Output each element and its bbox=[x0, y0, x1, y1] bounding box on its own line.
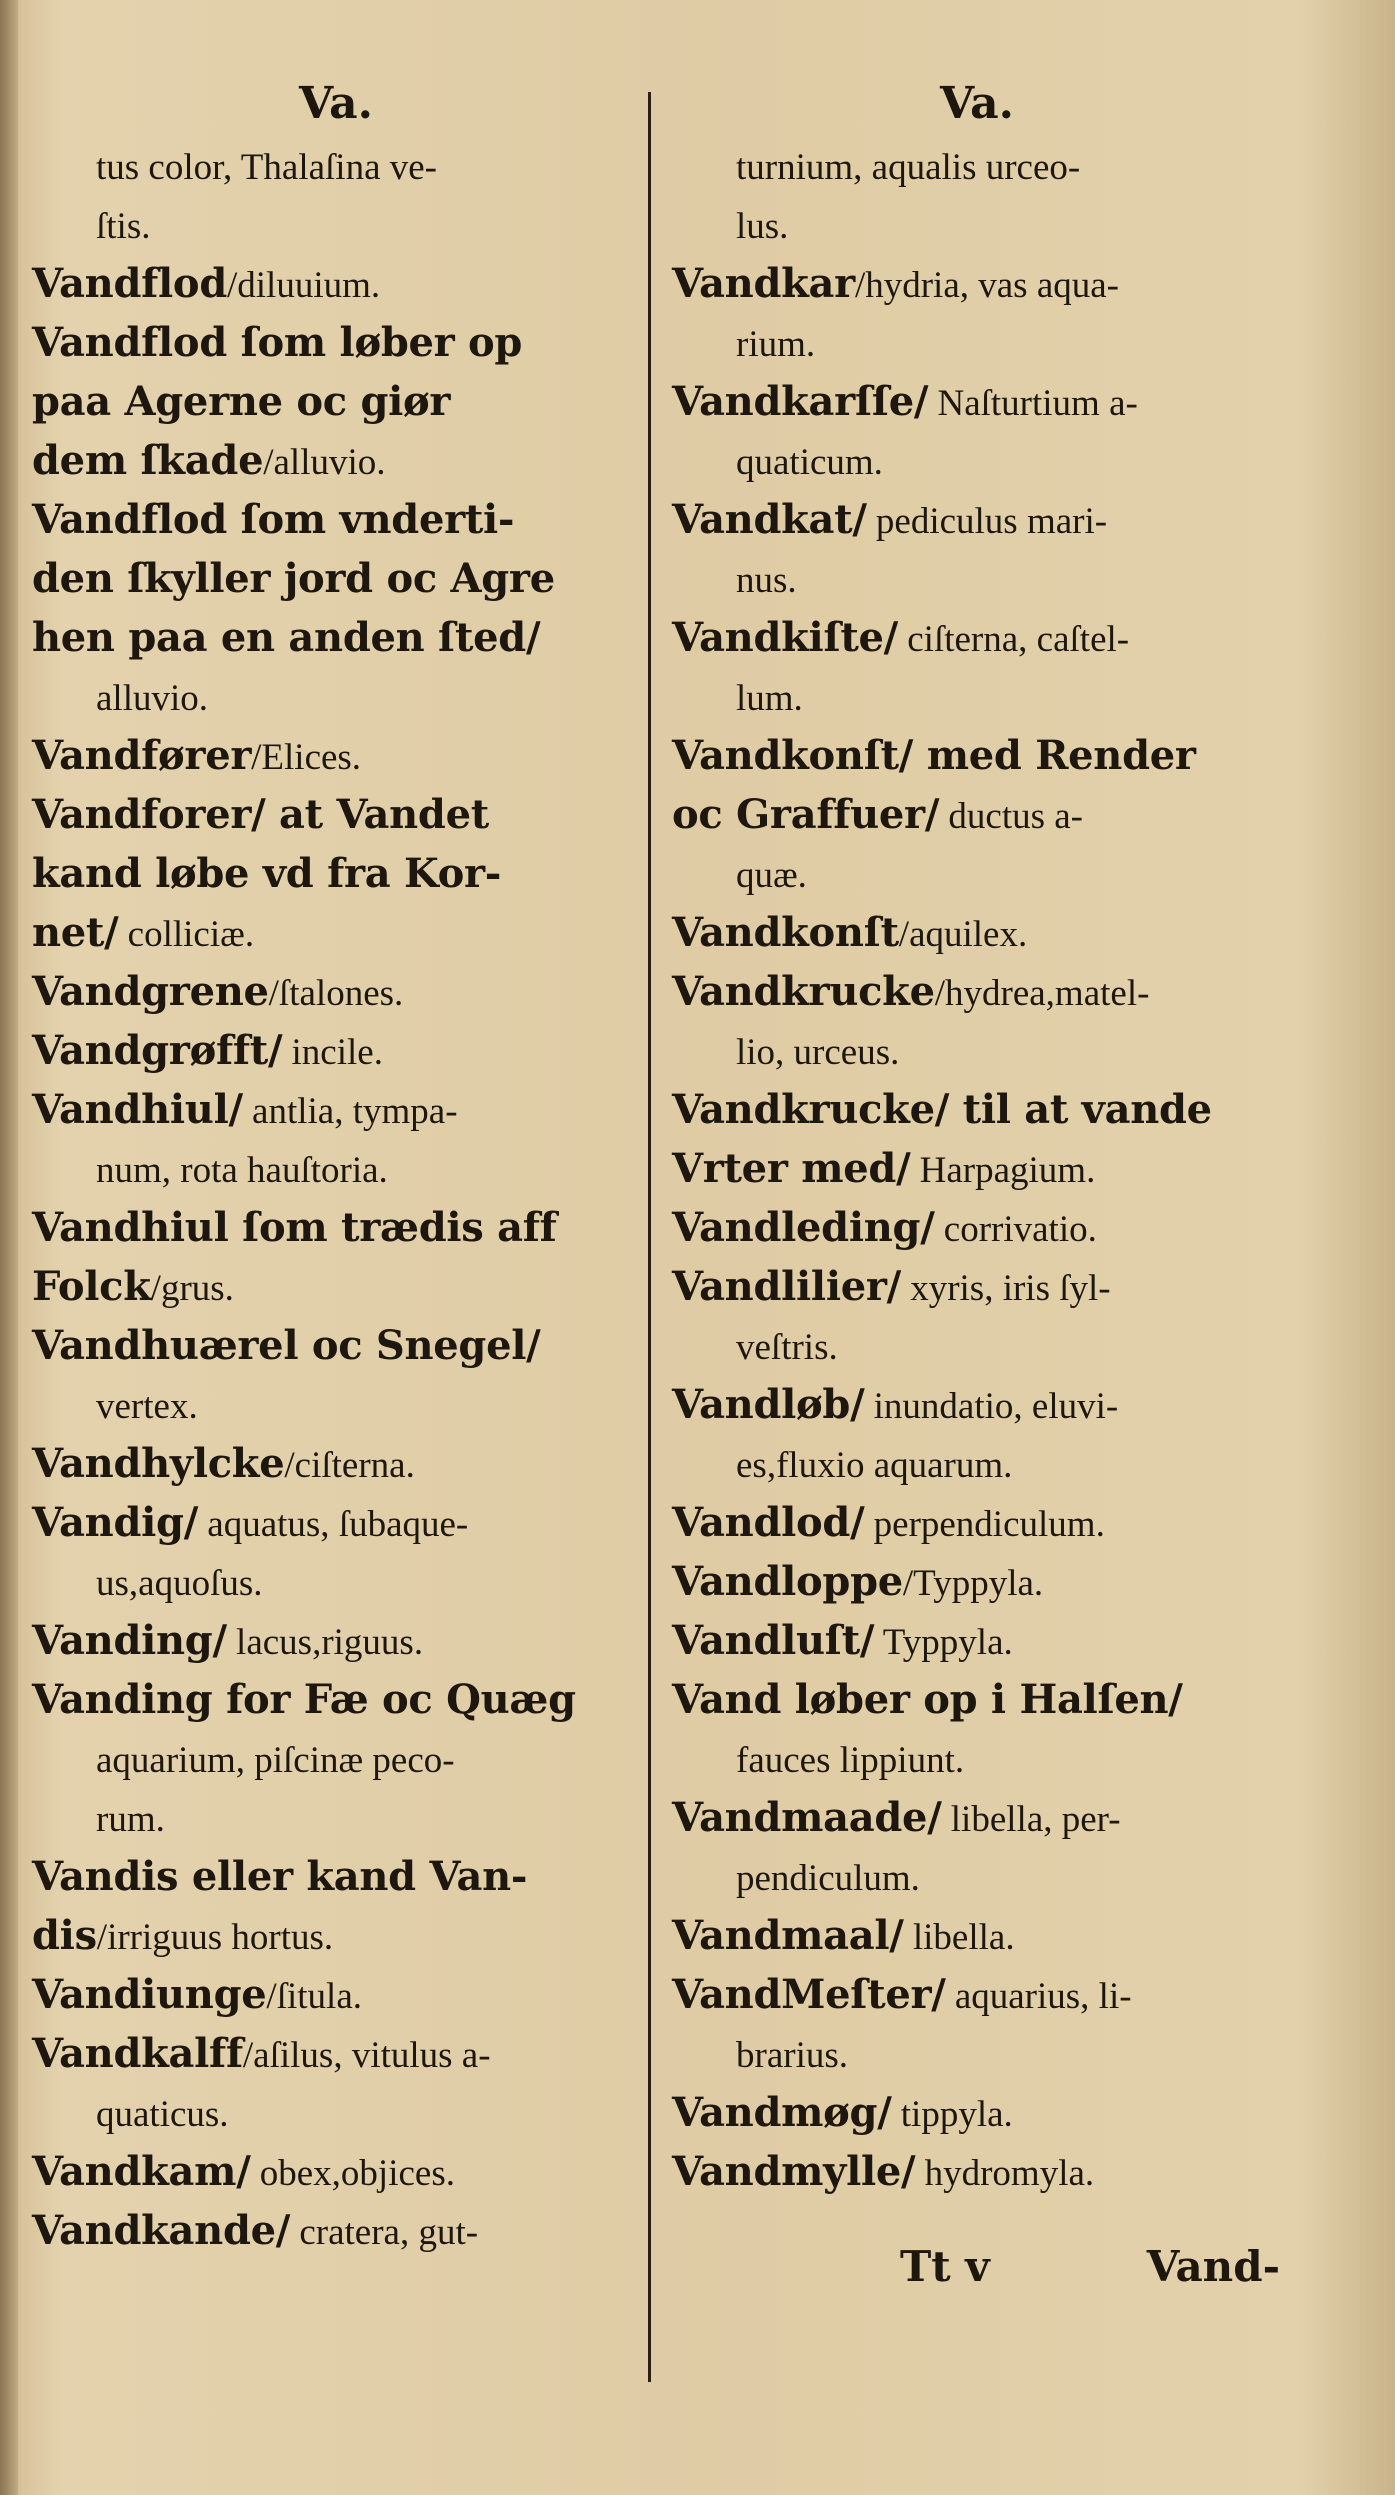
dictionary-line bbox=[32, 904, 640, 963]
entry-headword: Vandleding/ bbox=[672, 1204, 935, 1251]
entry-gloss: /hydria, vas aqua- bbox=[854, 265, 1119, 306]
entry-gloss: ſtis. bbox=[96, 206, 151, 247]
entry-gloss: quaticum. bbox=[736, 442, 883, 483]
dictionary-line bbox=[672, 550, 1282, 609]
entry-gloss: colliciæ. bbox=[118, 914, 255, 955]
entry-gloss: hydromyla. bbox=[915, 2153, 1095, 2194]
entry-gloss: antlia, tympa- bbox=[242, 1091, 458, 1132]
entry-headword: Vandkonſt bbox=[672, 909, 899, 956]
dictionary-line bbox=[672, 314, 1282, 373]
entry-headword: Vanding/ bbox=[32, 1617, 227, 1664]
entry-gloss: aquatus, ſubaque- bbox=[198, 1504, 469, 1545]
entry-gloss: lio, urceus. bbox=[736, 1032, 900, 1073]
entry-headword: Vandluſt/ bbox=[672, 1617, 875, 1664]
dictionary-line bbox=[32, 609, 640, 668]
dictionary-line bbox=[672, 1494, 1282, 1553]
dictionary-line bbox=[672, 1671, 1282, 1730]
entry-headword: Vandflod ſom løber op bbox=[32, 319, 523, 366]
dictionary-line bbox=[32, 196, 640, 255]
right-entries bbox=[672, 137, 1282, 2202]
dictionary-line bbox=[672, 1140, 1282, 1199]
column-divider bbox=[648, 92, 651, 2382]
left-entries bbox=[32, 137, 640, 2261]
entry-gloss: turnium, aqualis urceo- bbox=[736, 147, 1081, 188]
left-column bbox=[32, 75, 640, 2261]
entry-headword: Vandkande/ bbox=[32, 2207, 291, 2254]
entry-headword: Vandlilier/ bbox=[672, 1263, 901, 1310]
entry-headword: Vandhiul/ bbox=[32, 1086, 243, 1133]
entry-gloss: nus. bbox=[736, 560, 797, 601]
entry-gloss: num, rota hauſtoria. bbox=[96, 1150, 388, 1191]
dictionary-line bbox=[672, 1612, 1282, 1671]
dictionary-line bbox=[32, 2202, 640, 2261]
entry-gloss: lacus,riguus. bbox=[226, 1622, 424, 1663]
entry-gloss: inundatio, eluvi- bbox=[864, 1386, 1119, 1427]
dictionary-line bbox=[32, 1435, 640, 1494]
entry-gloss: /irriguus hortus. bbox=[96, 1917, 334, 1958]
catchword: Vand- bbox=[1146, 2242, 1280, 2291]
dictionary-line bbox=[672, 196, 1282, 255]
entry-gloss: libella, per- bbox=[941, 1799, 1121, 1840]
dictionary-line bbox=[32, 2143, 640, 2202]
dictionary-line bbox=[32, 1081, 640, 1140]
entry-gloss: /hydrea,matel- bbox=[934, 973, 1150, 1014]
entry-gloss: obex,objices. bbox=[250, 2153, 455, 2194]
entry-headword: Vandmøg/ bbox=[672, 2089, 892, 2136]
entry-headword: paa Agerne oc giør bbox=[32, 378, 451, 425]
entry-headword: Vandfører bbox=[32, 732, 252, 779]
entry-gloss: lum. bbox=[736, 678, 803, 719]
dictionary-line bbox=[32, 137, 640, 196]
dictionary-line bbox=[32, 373, 640, 432]
dictionary-line bbox=[672, 1730, 1282, 1789]
entry-gloss: libella. bbox=[903, 1917, 1015, 1958]
entry-headword: Vandkarſſe/ bbox=[672, 378, 929, 425]
entry-gloss: quæ. bbox=[736, 855, 807, 896]
entry-gloss: corrivatio. bbox=[934, 1209, 1097, 1250]
entry-gloss: tippyla. bbox=[891, 2094, 1013, 2135]
dictionary-line bbox=[32, 1258, 640, 1317]
entry-gloss: pendiculum. bbox=[736, 1858, 920, 1899]
dictionary-line bbox=[32, 727, 640, 786]
dictionary-line bbox=[32, 432, 640, 491]
entry-gloss: tus color, Thalaſina ve- bbox=[96, 147, 438, 188]
dictionary-line bbox=[32, 550, 640, 609]
entry-headword: den ſkyller jord oc Agre bbox=[32, 555, 555, 602]
signature-mark: Tt v bbox=[900, 2242, 990, 2291]
entry-gloss: lus. bbox=[736, 206, 789, 247]
dictionary-line bbox=[32, 491, 640, 550]
dictionary-line bbox=[32, 963, 640, 1022]
entry-headword: Vandløb/ bbox=[672, 1381, 865, 1428]
dictionary-line bbox=[672, 1376, 1282, 1435]
dictionary-line bbox=[672, 727, 1282, 786]
entry-gloss: vertex. bbox=[96, 1386, 198, 1427]
entry-headword: Vand løber op i Halſen/ bbox=[672, 1676, 1183, 1723]
entry-headword: Vandkrucke bbox=[672, 968, 935, 1015]
dictionary-line bbox=[32, 1848, 640, 1907]
dictionary-line bbox=[32, 1730, 640, 1789]
entry-headword: Vandforer/ at Vandet bbox=[32, 791, 489, 838]
entry-gloss: quaticus. bbox=[96, 2094, 229, 2135]
entry-headword: Vandkonſt/ med Render bbox=[672, 732, 1196, 779]
dictionary-line bbox=[672, 432, 1282, 491]
dictionary-line bbox=[672, 1317, 1282, 1376]
entry-gloss: /ſitula. bbox=[266, 1976, 362, 2017]
entry-gloss: /ſtalones. bbox=[268, 973, 404, 1014]
entry-gloss: es,fluxio aquarum. bbox=[736, 1445, 1013, 1486]
dictionary-line bbox=[672, 845, 1282, 904]
entry-headword: dem ſkade bbox=[32, 437, 264, 484]
right-column bbox=[672, 75, 1282, 2202]
entry-gloss: /ciſterna. bbox=[284, 1445, 415, 1486]
entry-headword: Vandis eller kand Van- bbox=[32, 1853, 528, 1900]
entry-gloss: aquarius, li- bbox=[945, 1976, 1132, 2017]
dictionary-line bbox=[672, 2143, 1282, 2202]
entry-gloss: Naſturtium a- bbox=[928, 383, 1138, 424]
dictionary-line bbox=[32, 314, 640, 373]
entry-gloss: xyris, iris ſyl- bbox=[900, 1268, 1111, 1309]
entry-gloss: aquarium, piſcinæ peco- bbox=[96, 1740, 455, 1781]
entry-headword: hen paa en anden ſted/ bbox=[32, 614, 541, 661]
entry-gloss: us,aquoſus. bbox=[96, 1563, 263, 1604]
dictionary-line bbox=[32, 1022, 640, 1081]
entry-headword: Vandflod ſom vnderti- bbox=[32, 496, 515, 543]
entry-headword: Vandkrucke/ til at vande bbox=[672, 1086, 1212, 1133]
dictionary-line bbox=[32, 1140, 640, 1199]
entry-gloss: ductus a- bbox=[939, 796, 1084, 837]
dictionary-line bbox=[672, 668, 1282, 727]
dictionary-line bbox=[32, 2025, 640, 2084]
dictionary-line bbox=[32, 1789, 640, 1848]
left-running-head: Va. bbox=[299, 78, 373, 129]
entry-gloss: pediculus mari- bbox=[866, 501, 1108, 542]
entry-headword: Vrter med/ bbox=[672, 1145, 911, 1192]
dictionary-line bbox=[672, 1907, 1282, 1966]
entry-headword: Vandig/ bbox=[32, 1499, 199, 1546]
entry-headword: dis bbox=[32, 1912, 97, 1959]
entry-gloss: incile. bbox=[282, 1032, 383, 1073]
entry-gloss: rium. bbox=[736, 324, 816, 365]
entry-headword: kand løbe vd fra Kor- bbox=[32, 850, 502, 897]
dictionary-line bbox=[672, 1848, 1282, 1907]
entry-headword: Vandkiſte/ bbox=[672, 614, 898, 661]
entry-headword: Vandloppe bbox=[672, 1558, 903, 1605]
entry-gloss: rum. bbox=[96, 1799, 165, 1840]
dictionary-line bbox=[672, 1966, 1282, 2025]
entry-headword: Vandmylle/ bbox=[672, 2148, 916, 2195]
dictionary-line bbox=[672, 1022, 1282, 1081]
entry-gloss: fauces lippiunt. bbox=[736, 1740, 965, 1781]
entry-headword: Vandmaade/ bbox=[672, 1794, 942, 1841]
entry-headword: Vandkalff bbox=[32, 2030, 243, 2077]
entry-headword: Vandhiul ſom trædis aff bbox=[32, 1204, 557, 1251]
dictionary-line bbox=[32, 1553, 640, 1612]
entry-gloss: perpendiculum. bbox=[864, 1504, 1105, 1545]
entry-headword: Folck bbox=[32, 1263, 151, 1310]
dictionary-line bbox=[672, 1435, 1282, 1494]
dictionary-line bbox=[672, 1553, 1282, 1612]
entry-headword: Vandgrøfft/ bbox=[32, 1027, 283, 1074]
dictionary-line bbox=[32, 2084, 640, 2143]
entry-gloss: Harpagium. bbox=[910, 1150, 1096, 1191]
entry-gloss: /grus. bbox=[150, 1268, 234, 1309]
entry-headword: oc Graffuer/ bbox=[672, 791, 940, 838]
dictionary-line bbox=[672, 1199, 1282, 1258]
entry-headword: Vandlod/ bbox=[672, 1499, 865, 1546]
dictionary-line bbox=[32, 1966, 640, 2025]
entry-gloss: /alluvio. bbox=[263, 442, 386, 483]
dictionary-line bbox=[672, 609, 1282, 668]
dictionary-line bbox=[32, 845, 640, 904]
entry-gloss: veſtris. bbox=[736, 1327, 838, 1368]
entry-headword: Vandhuærel oc Snegel/ bbox=[32, 1322, 541, 1369]
dictionary-line bbox=[32, 1907, 640, 1966]
dictionary-line bbox=[672, 1081, 1282, 1140]
entry-headword: VandMeſter/ bbox=[672, 1971, 946, 2018]
entry-gloss: /aquilex. bbox=[898, 914, 1028, 955]
entry-headword: Vandkam/ bbox=[32, 2148, 251, 2195]
entry-headword: Vandiunge bbox=[32, 1971, 267, 2018]
dictionary-line bbox=[32, 1317, 640, 1376]
dictionary-line bbox=[32, 668, 640, 727]
page-footer bbox=[900, 2235, 1280, 2299]
dictionary-line bbox=[672, 963, 1282, 1022]
dictionary-line bbox=[32, 1199, 640, 1258]
entry-gloss: /diluuium. bbox=[226, 265, 381, 306]
dictionary-line bbox=[32, 786, 640, 845]
dictionary-line bbox=[672, 2084, 1282, 2143]
entry-headword: net/ bbox=[32, 909, 119, 956]
entry-gloss: /Typpyla. bbox=[902, 1563, 1044, 1604]
dictionary-line bbox=[32, 1376, 640, 1435]
dictionary-line bbox=[32, 1494, 640, 1553]
entry-headword: Vanding for Fæ oc Quæg bbox=[32, 1676, 576, 1723]
dictionary-line bbox=[672, 1258, 1282, 1317]
entry-headword: Vandflod bbox=[32, 260, 227, 307]
dictionary-line bbox=[32, 1671, 640, 1730]
dictionary-line bbox=[672, 373, 1282, 432]
entry-gloss: brarius. bbox=[736, 2035, 848, 2076]
entry-gloss: Typpyla. bbox=[874, 1622, 1013, 1663]
entry-headword: Vandkar bbox=[672, 260, 855, 307]
right-running-head: Va. bbox=[940, 78, 1014, 129]
entry-headword: Vandmaal/ bbox=[672, 1912, 904, 1959]
dictionary-line bbox=[672, 904, 1282, 963]
dictionary-line bbox=[32, 1612, 640, 1671]
entry-gloss: cratera, gut- bbox=[290, 2212, 479, 2253]
entry-headword: Vandgrene bbox=[32, 968, 269, 1015]
dictionary-line bbox=[32, 255, 640, 314]
entry-gloss: alluvio. bbox=[96, 678, 209, 719]
entry-gloss: /Elices. bbox=[251, 737, 362, 778]
entry-gloss: ciſterna, caſtel- bbox=[898, 619, 1130, 660]
entry-headword: Vandkat/ bbox=[672, 496, 867, 543]
dictionary-line bbox=[672, 2025, 1282, 2084]
entry-headword: Vandhylcke bbox=[32, 1440, 285, 1487]
dictionary-line bbox=[672, 255, 1282, 314]
dictionary-line bbox=[672, 786, 1282, 845]
dictionary-line bbox=[672, 1789, 1282, 1848]
entry-gloss: /aſilus, vitulus a- bbox=[242, 2035, 491, 2076]
dictionary-line bbox=[672, 491, 1282, 550]
page-gutter bbox=[0, 0, 18, 2495]
dictionary-line bbox=[672, 137, 1282, 196]
